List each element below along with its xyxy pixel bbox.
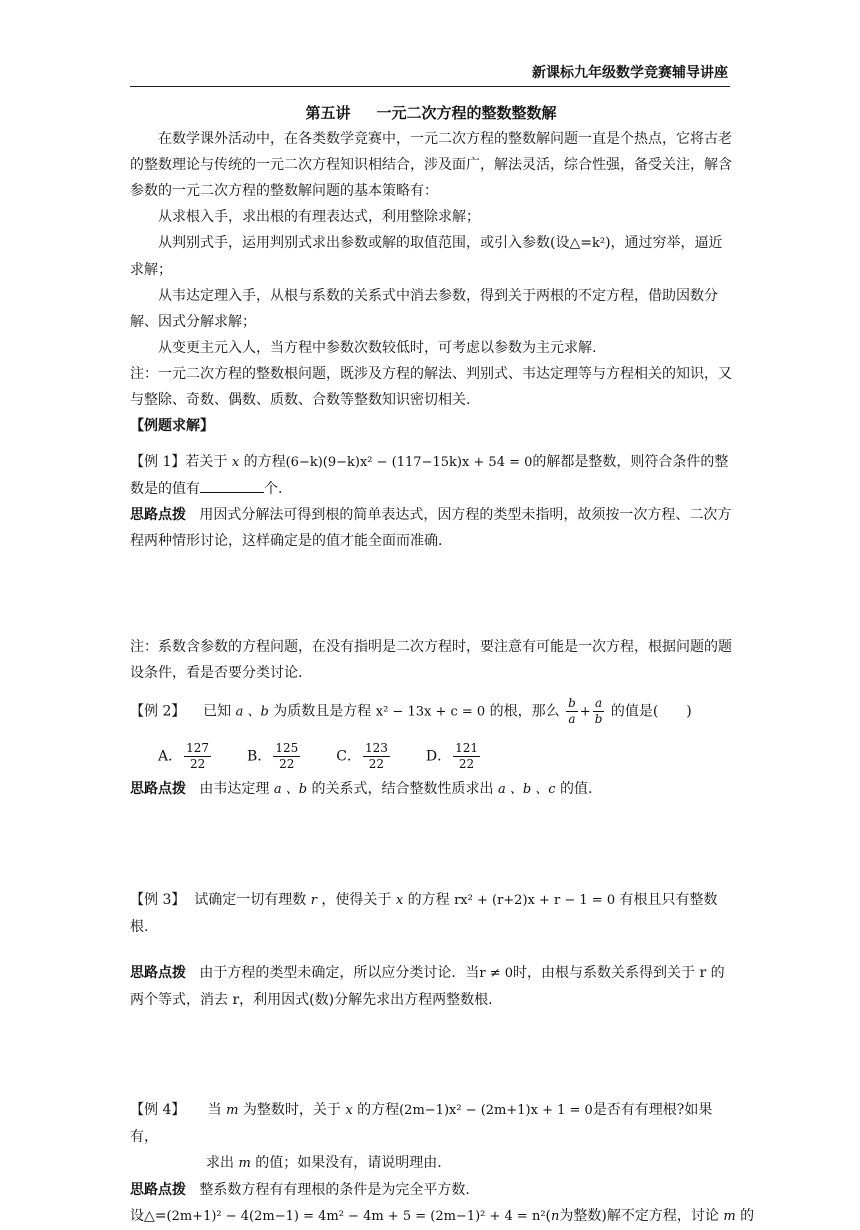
- ex4-var-x: x: [345, 1103, 353, 1118]
- ex2-hint-vars1: a 、b: [273, 782, 308, 797]
- strategy-2: [130, 230, 732, 283]
- ex4-hint-label: 思路点拨: [130, 1182, 186, 1198]
- ex1-var-x: x: [231, 455, 240, 470]
- option-num: 127: [186, 741, 210, 755]
- ex4-var-m-2: m: [238, 1156, 251, 1171]
- lesson-number: 第五讲: [305, 104, 351, 122]
- option-den: 22: [279, 757, 295, 771]
- document-body: [130, 96, 755, 1230]
- ex1-equation: (6−k)(9−k)x² − (117−15k)x + 54 = 0: [285, 455, 533, 470]
- strategy-2-text-b: )，通过穷举，逼近求解；: [130, 235, 723, 278]
- frac2-den: b: [594, 712, 603, 726]
- frac1-den: a: [568, 712, 576, 726]
- option-fraction: [453, 741, 480, 772]
- ex2-hint-label: 思路点拨: [130, 781, 186, 797]
- ex1-text-a: 若关于: [185, 454, 228, 470]
- ex2-hint-c: 的值.: [560, 781, 593, 797]
- answer-blank: [200, 478, 264, 493]
- ex3-equation: rx² + (r+2)x + r − 1 = 0: [454, 893, 616, 908]
- ex3-var-x: x: [395, 893, 404, 908]
- note-2: 注：系数含参数的方程问题，在没有指明是二次方程时，要注意有可能是一次方程，根据问题的题设条件，看是否要分类讨论.: [130, 639, 732, 681]
- example-3: [130, 887, 732, 940]
- option-den: 22: [368, 757, 385, 771]
- ex4-hint: [130, 1177, 732, 1203]
- ex2-equation: x² − 13x + c = 0: [375, 704, 486, 720]
- ex1-text-b: 的方程: [243, 454, 286, 470]
- ex2-hint-vars2: a 、b 、c: [497, 782, 556, 797]
- option-letter: C．: [336, 748, 361, 765]
- solution-text-b: (: [545, 1208, 552, 1224]
- solution-text-d: 的: [740, 1208, 755, 1224]
- ex4-text-d: 是否有有理根?如果有，: [130, 1102, 713, 1145]
- ex4-hint-text: 整系数方程有有理根的条件是为完全平方数.: [199, 1182, 470, 1198]
- ex3-hint-b: 时，由根与系数关系得到关于 r 的两个等式，消去 r，利用因式(数)分解先求出方程两整数根.: [130, 965, 725, 1008]
- option-fraction: [184, 741, 211, 772]
- ex2-hint: [130, 776, 732, 803]
- ex1-hint-label: 思路点拨: [130, 507, 186, 523]
- ex4-label: 【例 4】: [130, 1102, 186, 1118]
- option-den: 22: [458, 757, 475, 771]
- option-num: 125: [275, 741, 299, 755]
- option-c: [336, 741, 392, 772]
- ex1-hint-text: 用因式分解法可得到根的简单表达式，因方程的类型未指明，故须按一次方程、二次方程两种情形讨论，这样确定是的值才能全面而准确.: [130, 507, 732, 549]
- plus-sign: +: [579, 704, 591, 720]
- ex1-text-d: 个.: [264, 481, 283, 497]
- ex1-label: 【例 1】: [130, 454, 186, 470]
- section-label: 【例题求解】: [130, 418, 214, 434]
- strategy-1: 从求根入手，求出根的有理表达式，利用整除求解；: [158, 209, 480, 225]
- series-title: 新课标九年级数学竞赛辅导讲座: [532, 65, 728, 81]
- intro-note: 注：一元二次方程的整数根问题，既涉及方程的解法、判别式、韦达定理等与方程相关的知识，又与整除、奇数、偶数、质数、合数等整数知识密切相关.: [130, 366, 732, 408]
- strategy-3: 从韦达定理入手，从根与系数的关系式中消去参数，得到关于两根的不定方程，借助因数分解、因式分解求解；: [130, 288, 718, 330]
- ex2-text-c: 的根，那么: [489, 703, 560, 720]
- lesson-title: [130, 100, 732, 126]
- solution-var-n: n: [551, 1209, 560, 1224]
- ex4-text-e-a: 求出: [206, 1155, 234, 1171]
- ex4-text-b: 为整数时，关于: [242, 1102, 341, 1118]
- frac1-num: b: [568, 696, 576, 710]
- example-1: [130, 449, 732, 502]
- ex4-line-2: [130, 1150, 732, 1177]
- ex4-text-e-b: 的值；如果没有，请说明理由.: [255, 1155, 442, 1171]
- strategy-4: 从变更主元入人，当方程中参数次数较低时，可考虑以参数为主元求解.: [158, 340, 597, 356]
- option-num: 123: [364, 741, 388, 755]
- strategy-2-math: k²: [591, 236, 606, 251]
- ex1-text-c: 的解都是整数，则符合条件的整数是的值有: [130, 454, 729, 497]
- header-rule: [130, 86, 730, 87]
- example-2: [130, 696, 732, 727]
- intro-paragraph: 在数学课外活动中，在各类数学竞赛中，一元二次方程的整数解问题一直是个热点，它将古老的整数理论与传统的一元二次方程知识相结合，涉及面广，解法灵活，综合性强，备受关注，解含参数的一元二次方程的整数解问题的基本策略有：: [130, 131, 732, 199]
- ex2-options: [158, 741, 732, 772]
- ex4-var-m: m: [226, 1103, 239, 1118]
- option-letter: D．: [425, 748, 452, 765]
- example-4: [130, 1097, 732, 1150]
- ex3-hint-a: 由于方程的类型未确定，所以应分类讨论．当: [199, 965, 480, 981]
- ex3-hint-math: r ≠ 0: [479, 966, 514, 981]
- option-num: 121: [455, 741, 478, 755]
- frac2-num: a: [593, 696, 605, 712]
- ex2-text-d: 的值是( ): [610, 703, 692, 720]
- option-fraction: [273, 741, 300, 772]
- option-den: 22: [189, 757, 206, 771]
- ex3-var-r: r: [310, 893, 317, 908]
- lesson-topic: 一元二次方程的整数整数解: [376, 104, 557, 122]
- option-d: [426, 741, 482, 772]
- ex3-label: 【例 3】: [130, 892, 186, 908]
- ex2-text-a: 已知: [203, 703, 232, 720]
- option-letter: B．: [247, 748, 272, 765]
- solution-var-m: m: [723, 1209, 736, 1224]
- ex2-hint-a: 由韦达定理: [199, 781, 270, 797]
- ex3-text-c: 的方程: [407, 892, 450, 908]
- solution-math: (2m+1)² − 4(2m−1) = 4m² − 4m + 5 = (2m−1)² + 4 = n²: [166, 1209, 546, 1224]
- solution-text-c: 为整数)解不定方程，讨论: [559, 1208, 719, 1224]
- fraction-b-over-a: [566, 696, 578, 727]
- ex2-text-b: 为质数且是方程: [273, 703, 372, 720]
- ex4-text-a: 当: [207, 1102, 222, 1118]
- ex4-solution-line: [130, 1203, 755, 1230]
- solution-text-a: 设△=: [130, 1208, 167, 1224]
- option-b: [247, 741, 302, 772]
- option-a: [158, 741, 213, 772]
- ex3-hint-label: 思路点拨: [130, 965, 186, 981]
- ex2-hint-b: 的关系式，结合整数性质求出: [311, 781, 494, 797]
- ex3-text-d: 有根且只有整数根.: [130, 892, 718, 935]
- ex2-label: 【例 2】: [130, 703, 186, 720]
- ex2-var-ab: a 、b: [235, 704, 269, 720]
- ex3-text-b: ，使得关于: [321, 892, 392, 908]
- ex4-equation: (2m−1)x² − (2m+1)x + 1 = 0: [399, 1103, 593, 1118]
- ex3-text-a: 试确定一切有理数: [194, 892, 307, 908]
- strategy-2-text-a: 从判别式手，运用判别式求出参数或解的取值范围，或引入参数(设△=: [158, 235, 592, 251]
- fraction-a-over-b: [593, 696, 605, 727]
- option-letter: A．: [158, 748, 183, 765]
- option-fraction: [363, 741, 390, 772]
- ex1-hint: [130, 502, 732, 554]
- ex3-hint: [130, 960, 732, 1013]
- ex4-text-c: 的方程: [357, 1102, 400, 1118]
